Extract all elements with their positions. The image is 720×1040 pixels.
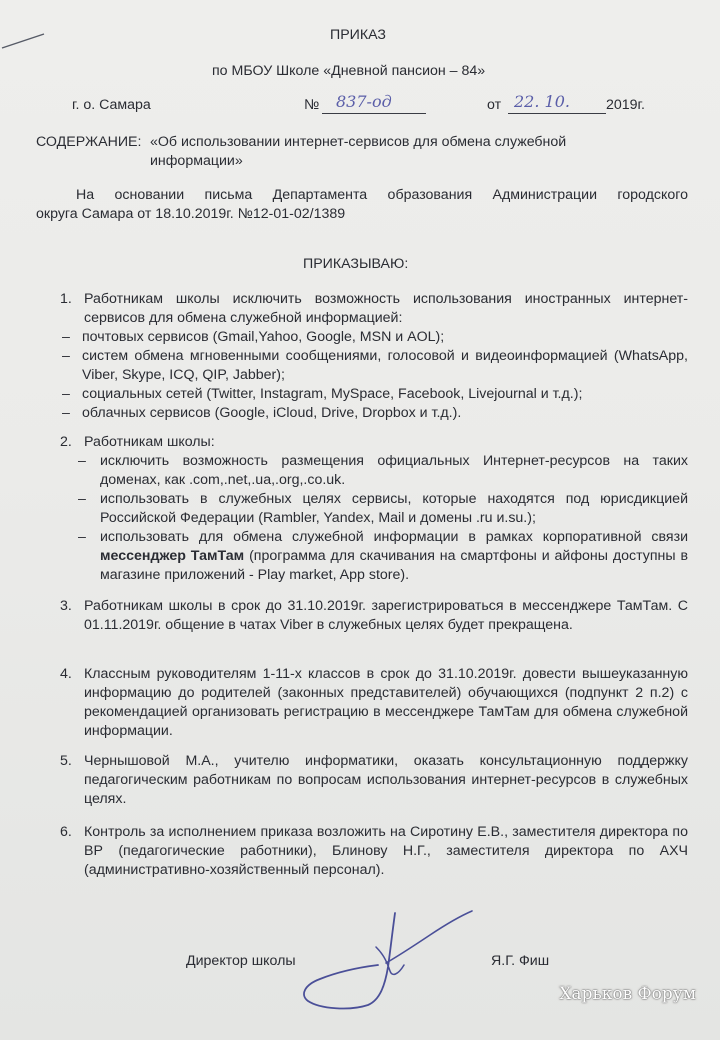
item-text: Чернышовой М.А., учителю информатики, оказать консультационную поддержку педагогическим работникам по вопросам использования интернет-ресурсов в служебных целях.: [84, 753, 688, 807]
order-number-handwritten: 837-од: [336, 92, 392, 111]
order-word: ПРИКАЗЫВАЮ:: [303, 256, 409, 272]
item-text: Работникам школы:: [84, 434, 215, 450]
order-item-2: 2. Работникам школы: – исключить возможность размещения официальных Интернет-ресурсов на таких доменах, как .com,.net,.ua,.org,.co.uk. – использовать в служебных целях сервисы, которые находятся под юрисдикцией Российской Федерации (Rambler, Yandex, Mail и домены .ru и.su.); – использовать для обмена служебной информации в рамках корпоративной связи мессенджер ТамТам (программа для скачивания на смартфоны и айфоны доступны в магазине приложений - Play market, App store).: [60, 434, 688, 583]
basis-line-1: На основании письма Департамента образования Администрации городского: [76, 187, 688, 203]
item-number: 3.: [60, 598, 72, 614]
item-text: Работникам школы исключить возможность использования иностранных интернет-сервисов для обмена служебной информацией:: [84, 291, 688, 326]
sub-item: социальных сетей (Twitter, Instagram, MySpace, Facebook, Livejournal и т.д.);: [82, 386, 583, 402]
messenger-name: мессенджер ТамТам: [100, 548, 245, 564]
order-item-4: [60, 665, 688, 741]
basis-line-2: округа Самара от 18.10.2019г. №12-01-02/1389: [36, 206, 346, 222]
document-title: ПРИКАЗ: [330, 27, 386, 43]
year: 2019г.: [606, 97, 645, 113]
subject-label: СОДЕРЖАНИЕ:: [36, 134, 142, 150]
forum-watermark: Харьков Форум: [559, 984, 696, 1004]
sub-item: исключить возможность размещения официальных Интернет-ресурсов на таких доменах, как .com,.net,.ua,.org,.co.uk.: [100, 453, 688, 488]
item-number: 4.: [60, 666, 72, 682]
signatory-position: Директор школы: [186, 953, 296, 969]
sub-item: почтовых сервисов (Gmail,Yahoo, Google, MSN и AOL);: [82, 329, 445, 345]
number-underline: [322, 113, 426, 114]
date-label: от: [487, 97, 502, 113]
city: г. о. Самара: [72, 97, 151, 113]
subject-line-1: «Об использовании интернет-сервисов для обмена служебной: [150, 134, 567, 150]
item-number: 2.: [60, 434, 72, 450]
item-number: 1.: [60, 291, 72, 307]
item-text: Работникам школы в срок до 31.10.2019г. зарегистрироваться в мессенджере ТамТам. С 01.11.2019г. общение в чатах Viber в служебных целях будет прекращена.: [84, 598, 688, 633]
item-text: Классным руководителям 1-11-х классов в срок до 31.10.2019г. довести вышеуказанную информацию до родителей (законных представителей) обучающихся (подпункт 2 п.2) с рекомендацией организовать регистрацию в мессенджере ТамТам для обмена служебной информации.: [84, 666, 688, 739]
sub-item-tail: (программа для скачивания на смартфоны и айфоны доступны в магазине приложений - Play market, App store).: [100, 548, 688, 583]
order-item-3: [60, 597, 688, 635]
item-number: 5.: [60, 753, 72, 769]
number-label: №: [304, 97, 320, 113]
order-item-5: [60, 752, 688, 809]
sub-item: облачных сервисов (Google, iCloud, Drive, Dropbox и т.д.).: [82, 405, 462, 421]
subject-line-2: информации»: [150, 153, 243, 169]
order-item-1: 1. Работникам школы исключить возможность использования иностранных интернет-сервисов для обмена служебной информацией: – почтовых сервисов (Gmail,Yahoo, Google, MSN и AOL); – систем обмена мгновенными сообщениями, голосовой и видеоинформацией (WhatsApp, Viber, Skype, ICQ, QIP, Jabber); – социальных сетей (Twitter, Instagram, MySpace, Facebook, Livejournal и т.д.); – облачных сервисов (Google, iCloud, Drive, Dropbox и т.д.).: [60, 291, 688, 421]
sub-item: использовать в служебных целях сервисы, которые находятся под юрисдикцией Российской Федерации (Rambler, Yandex, Mail и домены .ru и.su.);: [100, 491, 688, 526]
date-underline: [508, 113, 606, 114]
institution-line: по МБОУ Школе «Дневной пансион – 84»: [212, 63, 486, 79]
order-item-6: [60, 823, 688, 880]
date-handwritten: 22. 10.: [514, 92, 570, 111]
sub-item: систем обмена мгновенными сообщениями, голосовой и видеоинформацией (WhatsApp, Viber, Skype, ICQ, QIP, Jabber);: [82, 348, 688, 383]
signatory-name: Я.Г. Фиш: [491, 953, 550, 969]
director-signature: [290, 905, 480, 1020]
item-text: Контроль за исполнением приказа возложить на Сиротину Е.В., заместителя директора по ВР (педагогические работники), Блинову Н.Г., заместителя директора по АХЧ (административно-хозяйственный персонал).: [84, 824, 688, 878]
item-number: 6.: [60, 824, 72, 840]
pen-mark: [0, 28, 60, 58]
sub-item: использовать для обмена служебной информации в рамках корпоративной связи: [100, 529, 688, 545]
